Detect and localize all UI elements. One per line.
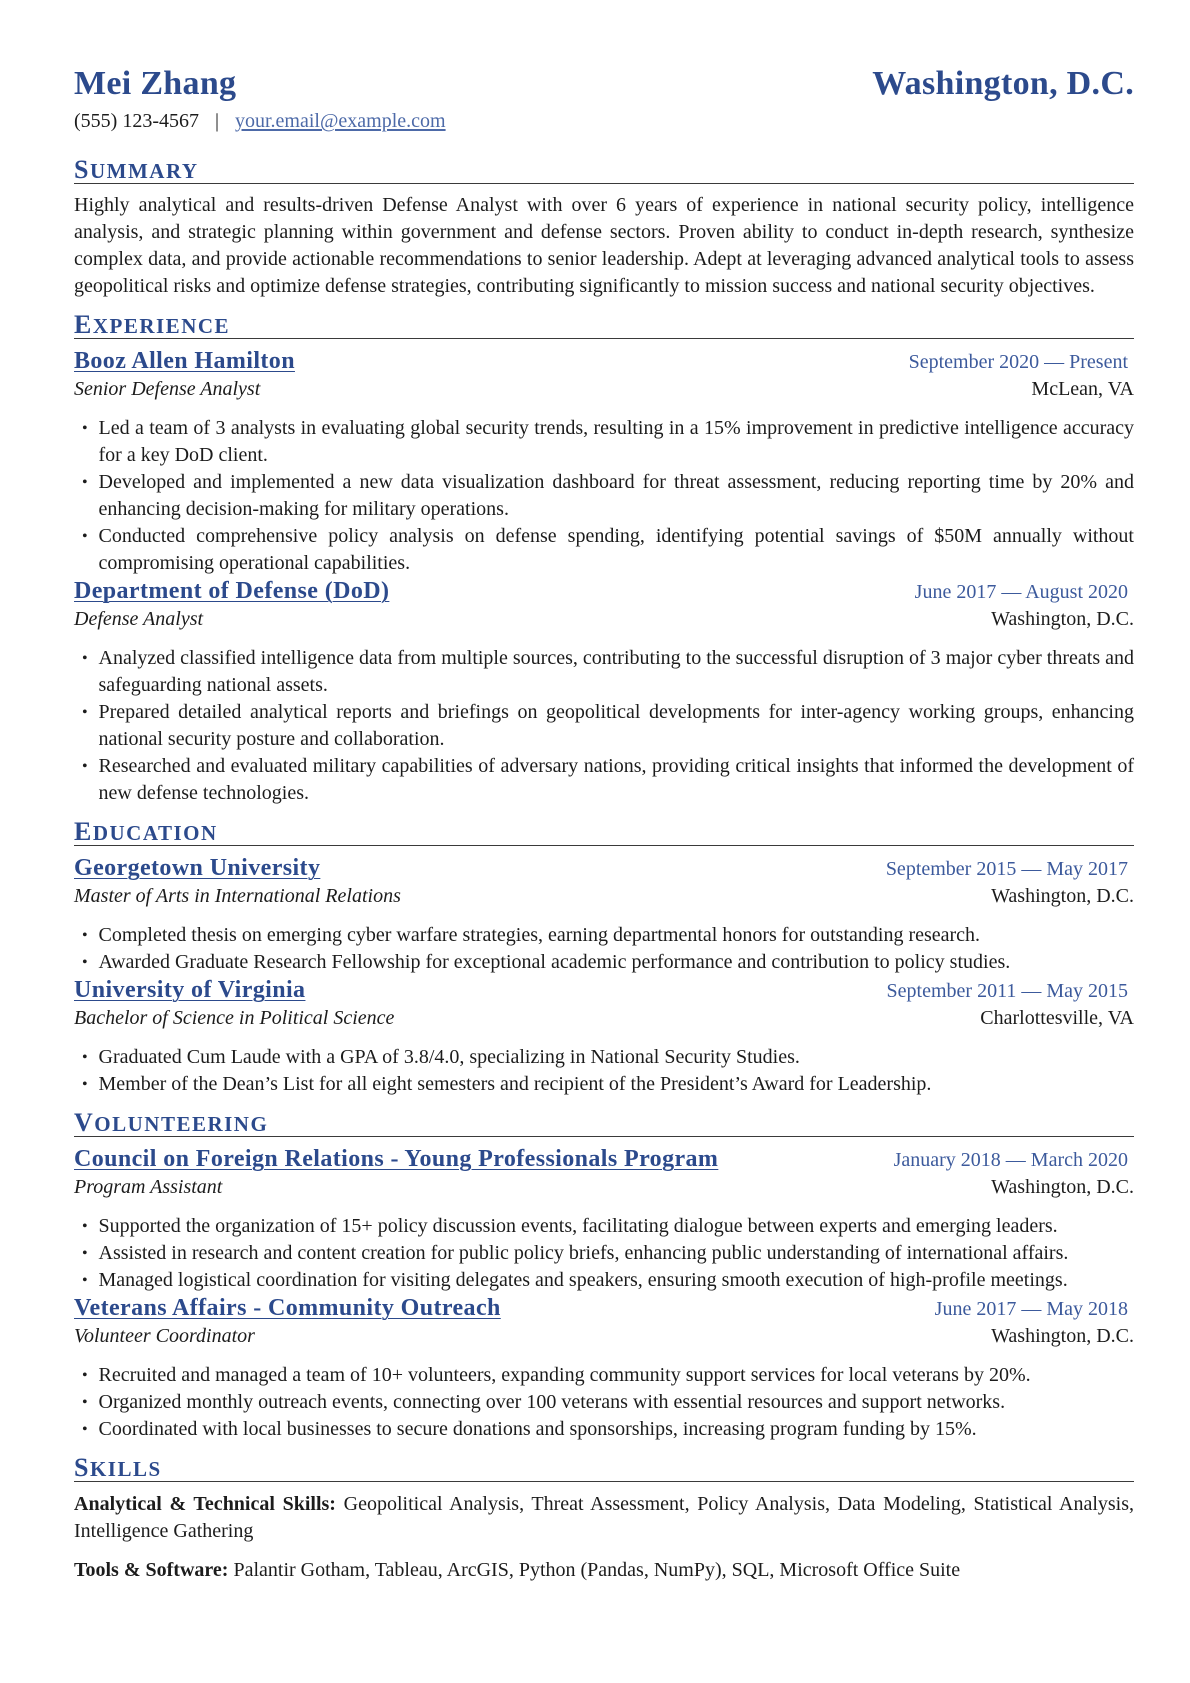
bullet-item: • Member of the Dean’s List for all eight semesters and recipient of the President’s Award for Leadership. [99,1071,1135,1098]
skills-group [74,1557,1134,1584]
volunteering-entry [74,1294,1134,1443]
section-title-volunteering: VOLUNTEERING [74,1110,1134,1137]
education-list [74,854,1134,1098]
resume-header [74,65,1134,103]
entry-dates: June 2017 — May 2018 [934,1298,1128,1320]
organization-link[interactable]: Council on Foreign Relations - Young Professionals Program [74,1146,719,1172]
organization-link[interactable]: University of Virginia [74,977,306,1003]
bullet-item: • Completed thesis on emerging cyber warfare strategies, earning departmental honors for outstanding research. [99,922,1135,949]
entry-dates: June 2017 — August 2020 [914,581,1128,603]
entry-location: Washington, D.C. [991,885,1134,907]
organization-link[interactable]: Veterans Affairs - Community Outreach [74,1295,501,1321]
experience-entry [74,577,1134,807]
skills-group-items: Palantir Gotham, Tableau, ArcGIS, Python (Pandas, NumPy), SQL, Microsoft Office Suite [233,1559,961,1581]
entry-bullets [74,1044,1134,1098]
entry-role: Program Assistant [74,1176,223,1198]
entry-dates: January 2018 — March 2020 [893,1149,1128,1171]
bullet-item: • Led a team of 3 analysts in evaluating global security trends, resulting in a 15% improvement in predictive intelligence accuracy for a key DoD client. [99,415,1135,469]
entry-bullets [74,1362,1134,1443]
entry-dates: September 2011 — May 2015 [886,980,1128,1002]
entry-bullets [74,922,1134,976]
entry-location: McLean, VA [1031,378,1134,400]
entry-subheader [74,606,1134,633]
bullet-item: • Organized monthly outreach events, connecting over 100 veterans with essential resources and support networks. [99,1389,1135,1416]
email-link[interactable]: your.email@example.com [235,110,446,132]
entry-bullets [74,645,1134,807]
entry-header [74,347,1134,376]
bullet-item: • Graduated Cum Laude with a GPA of 3.8/4.0, specializing in National Security Studies. [99,1044,1135,1071]
skills-group-label: Tools & Software: [74,1559,229,1581]
candidate-name: Mei Zhang [74,65,237,102]
entry-subheader [74,1323,1134,1350]
section-title-summary: SUMMARY [74,157,1134,184]
candidate-location: Washington, D.C. [872,65,1134,102]
entry-header [74,1294,1134,1323]
phone-number: (555) 123-4567 [74,110,199,132]
entry-role: Senior Defense Analyst [74,378,261,400]
entry-bullets [74,1213,1134,1294]
entry-subheader [74,376,1134,403]
entry-role: Volunteer Coordinator [74,1325,255,1347]
entry-subheader [74,883,1134,910]
bullet-item: • Managed logistical coordination for visiting delegates and speakers, ensuring smooth execution of high-profile meetings. [99,1267,1135,1294]
education-entry [74,976,1134,1098]
entry-header [74,1145,1134,1174]
bullet-item: • Recruited and managed a team of 10+ volunteers, expanding community support services for local veterans by 20%. [99,1362,1135,1389]
section-title-skills: SKILLS [74,1455,1134,1482]
entry-degree: Bachelor of Science in Political Science [74,1007,395,1029]
experience-list [74,347,1134,807]
experience-entry [74,347,1134,577]
bullet-item: • Prepared detailed analytical reports and briefings on geopolitical developments for inter-agency working groups, enhancing national security posture and collaboration. [99,699,1135,753]
summary-text: Highly analytical and results-driven Defense Analyst with over 6 years of experience in national security policy, intelligence analysis, and strategic planning within government and defense sectors. Proven ability to conduct in-depth research, synthesize complex data, and provide actionable recommendations to senior leadership. Adept at leveraging advanced analytical tools to assess geopolitical risks and optimize defense strategies, contributing significantly to mission success and national security objectives. [74,194,1134,297]
education-entry [74,854,1134,976]
entry-header [74,577,1134,606]
section-title-experience: EXPERIENCE [74,312,1134,339]
entry-degree: Master of Arts in International Relations [74,885,401,907]
bullet-item: • Analyzed classified intelligence data from multiple sources, contributing to the successful disruption of 3 major cyber threats and safeguarding national assets. [99,645,1135,699]
skills-group [74,1491,1134,1545]
bullet-item: • Assisted in research and content creation for public policy briefs, enhancing public understanding of international affairs. [99,1240,1135,1267]
entry-header [74,854,1134,883]
organization-link[interactable]: Georgetown University [74,855,321,881]
volunteering-entry [74,1145,1134,1294]
bullet-item: • Researched and evaluated military capabilities of adversary nations, providing critical insights that informed the development of new defense technologies. [99,753,1135,807]
skills-group-items: Geopolitical Analysis, Threat Assessment, Policy Analysis, Data Modeling, Statistical Analysis, Intelligence Gathering [74,1493,1134,1542]
entry-dates: September 2020 — Present [908,351,1128,373]
entry-subheader [74,1174,1134,1201]
bullet-item: • Conducted comprehensive policy analysis on defense spending, identifying potential savings of $50M annually without compromising operational capabilities. [99,523,1135,577]
bullet-item: • Supported the organization of 15+ policy discussion events, facilitating dialogue between experts and emerging leaders. [99,1213,1135,1240]
entry-header [74,976,1134,1005]
entry-location: Washington, D.C. [991,608,1134,630]
entry-dates: September 2015 — May 2017 [885,858,1128,880]
skills-group-label: Analytical & Technical Skills: [74,1493,336,1515]
organization-link[interactable]: Booz Allen Hamilton [74,348,295,374]
bullet-item: • Coordinated with local businesses to secure donations and sponsorships, increasing program funding by 15%. [99,1416,1135,1443]
entry-location: Charlottesville, VA [980,1007,1134,1029]
volunteering-list [74,1145,1134,1443]
bullet-item: • Awarded Graduate Research Fellowship for exceptional academic performance and contribution to policy studies. [99,949,1135,976]
entry-bullets [74,415,1134,577]
entry-subheader [74,1005,1134,1032]
entry-location: Washington, D.C. [991,1176,1134,1198]
section-title-education: EDUCATION [74,819,1134,846]
contact-separator: | [214,110,219,132]
organization-link[interactable]: Department of Defense (DoD) [74,578,390,604]
contact-line [74,108,1134,135]
entry-role: Defense Analyst [74,608,204,630]
bullet-item: • Developed and implemented a new data visualization dashboard for threat assessment, reducing reporting time by 20% and enhancing decision-making for military operations. [99,469,1135,523]
entry-location: Washington, D.C. [991,1325,1134,1347]
